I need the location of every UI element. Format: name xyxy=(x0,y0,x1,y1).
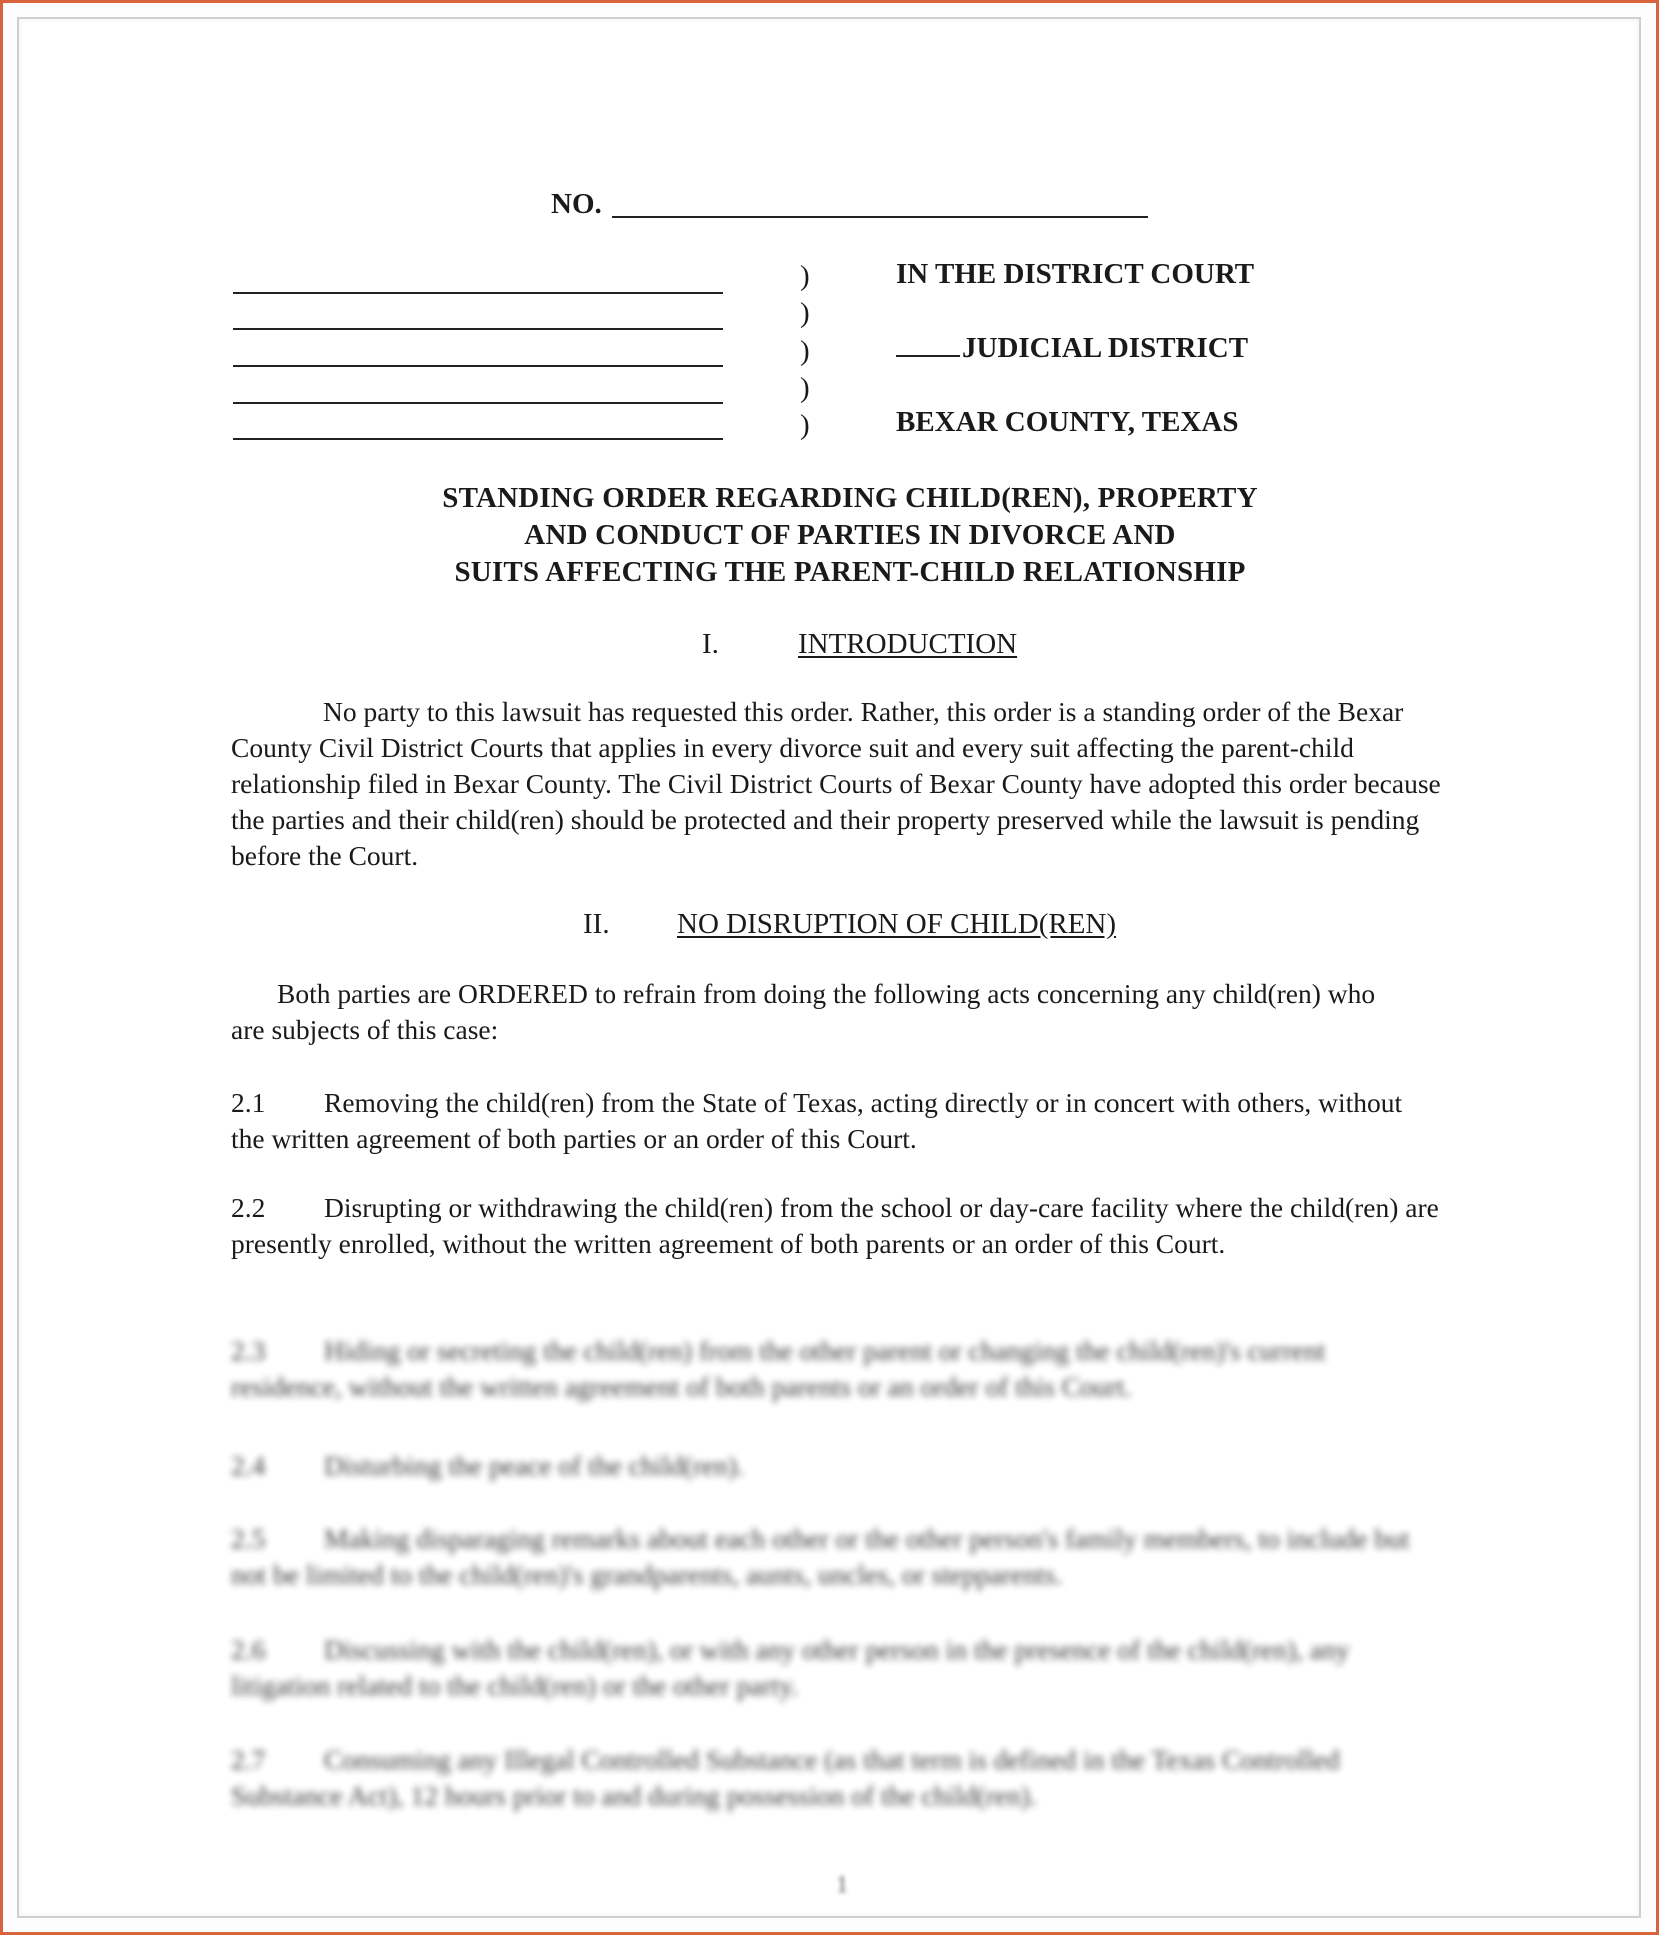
order-item xyxy=(231,1333,1441,1405)
document-title xyxy=(340,480,1360,591)
paragraph-text: No party to this lawsuit has requested this order. Rather, this order is a standing order of the Bexar County Civil District Courts that applies in every divorce suit and every suit affecting the parent-child relationship filed in Bexar County. The Civil District Courts of Bexar County have adopted this order because the parties and their child(ren) should be protected and their property preserved while the lawsuit is pending before the Court. xyxy=(231,696,1441,871)
title-line: STANDING ORDER REGARDING CHILD(REN), PROPERTY xyxy=(442,482,1258,514)
page-number: 1 xyxy=(836,1872,848,1898)
introduction-paragraph xyxy=(231,694,1441,874)
section-heading-no-disruption xyxy=(583,908,1116,941)
item-text: Making disparaging remarks about each other or the other person's family members, to include but not be limited to the child(ren)'s grandparents, aunts, uncles, or stepparents. xyxy=(231,1523,1410,1590)
caption-paren: ) xyxy=(800,260,810,292)
order-item xyxy=(231,1190,1441,1262)
party-blank-line xyxy=(233,438,723,440)
caption-paren: ) xyxy=(800,297,810,329)
court-name: IN THE DISTRICT COURT xyxy=(896,258,1255,290)
order-item xyxy=(231,1085,1441,1157)
order-item xyxy=(231,1521,1441,1593)
judicial-district-label: JUDICIAL DISTRICT xyxy=(962,332,1249,364)
item-text: Disrupting or withdrawing the child(ren) from the school or day-care facility where the child(ren) are presently enrolled, without the written agreement of both parents or an order of this Court. xyxy=(231,1192,1439,1259)
item-text: Hiding or secreting the child(ren) from the other parent or changing the child(ren)'s current residence, without the written agreement of both parents or an order of this Court. xyxy=(231,1335,1326,1402)
section-title: INTRODUCTION xyxy=(798,628,1018,660)
caption-paren: ) xyxy=(800,409,810,441)
item-number: 2.5 xyxy=(231,1523,266,1554)
section-title: NO DISRUPTION OF CHILD(REN) xyxy=(677,908,1117,940)
section-number: I. xyxy=(702,628,719,660)
item-text: Discussing with the child(ren), or with any other person in the presence of the child(ren), any litigation related to the child(ren) or the other party. xyxy=(231,1634,1350,1701)
item-number: 2.6 xyxy=(231,1634,266,1665)
item-number: 2.2 xyxy=(231,1192,266,1223)
case-number-label: NO. xyxy=(551,188,602,220)
section-heading-introduction xyxy=(702,628,1017,661)
item-number: 2.4 xyxy=(231,1450,266,1481)
order-item xyxy=(231,1632,1441,1704)
party-blank-line xyxy=(233,328,723,330)
party-blank-line xyxy=(233,292,723,294)
paragraph-text: Both parties are ORDERED to refrain from doing the following acts concerning any child(ren) who are subjects of this case: xyxy=(231,978,1376,1045)
county-name: BEXAR COUNTY, TEXAS xyxy=(896,406,1239,438)
title-line: AND CONDUCT OF PARTIES IN DIVORCE AND xyxy=(524,519,1176,551)
party-blank-line xyxy=(233,402,723,404)
title-line: SUITS AFFECTING THE PARENT-CHILD RELATIONSHIP xyxy=(454,556,1246,588)
case-number-blank xyxy=(612,216,1148,218)
item-number: 2.3 xyxy=(231,1335,266,1366)
item-text: Consuming any Illegal Controlled Substance (as that term is defined in the Texas Controlled Substance Act), 12 hours prior to and during possession of the child(ren). xyxy=(231,1744,1340,1811)
party-blank-line xyxy=(233,365,723,367)
order-item xyxy=(231,1448,1441,1484)
section-number: II. xyxy=(583,908,610,940)
item-text: Disturbing the peace of the child(ren). xyxy=(324,1450,744,1481)
caption-paren: ) xyxy=(800,372,810,404)
item-number: 2.1 xyxy=(231,1087,266,1118)
item-text: Removing the child(ren) from the State of Texas, acting directly or in concert with others, without the written agreement of both parties or an order of this Court. xyxy=(231,1087,1403,1154)
caption-paren: ) xyxy=(800,335,810,367)
judicial-district xyxy=(896,332,1248,365)
order-item xyxy=(231,1742,1441,1814)
district-number-blank xyxy=(896,354,960,357)
orders-intro-paragraph xyxy=(231,976,1381,1048)
item-number: 2.7 xyxy=(231,1744,266,1775)
